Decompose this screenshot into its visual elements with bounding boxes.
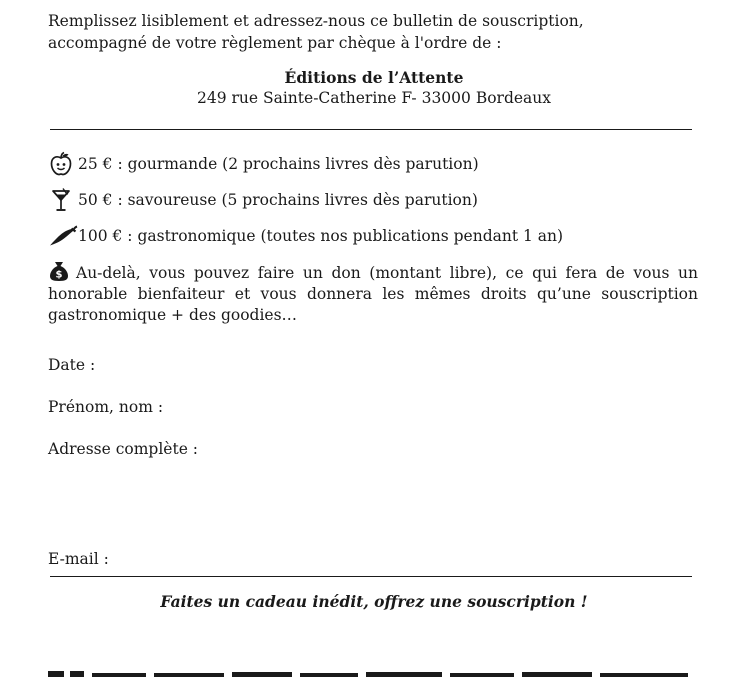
tier-gastronomique — [48, 218, 700, 254]
publisher-address: 249 rue Sainte-Catherine F- 33000 Bordeaux — [196, 89, 552, 107]
publisher-name: Éditions de l’Attente — [284, 68, 464, 87]
donation-text: Au-delà, vous pouvez faire un don (montant libre), ce qui fera de vous un honorable bienfaiteur et vous donnera les mêmes droits qu’une souscription gastronomique + des goodies… — [48, 264, 698, 324]
intro-text — [48, 10, 700, 54]
apple-icon — [48, 150, 78, 178]
intro-line-1: Remplissez lisiblement et adressez-nous ce bulletin de souscription, — [48, 12, 584, 30]
tier-savoureuse — [48, 182, 700, 218]
donation-paragraph — [48, 260, 700, 326]
email-field[interactable] — [48, 548, 700, 576]
money-bag-icon — [48, 260, 70, 282]
subscription-form — [48, 10, 700, 675]
name-label: Prénom, nom : — [48, 398, 164, 416]
tier-savoureuse-label: 50 € : savoureuse (5 prochains livres dès parution) — [78, 190, 478, 209]
tier-gourmande — [48, 146, 700, 182]
tier-gastronomique-label: 100 € : gastronomique (toutes nos publications pendant 1 an) — [78, 226, 564, 245]
address-field[interactable] — [48, 438, 700, 548]
address-label: Adresse complète : — [48, 440, 199, 458]
cocktail-glass-icon — [48, 186, 78, 214]
subscription-tiers — [48, 146, 700, 254]
tier-gourmande-label: 25 € : gourmande (2 prochains livres dès parution) — [78, 154, 479, 173]
publisher-block — [48, 67, 700, 109]
chili-pepper-icon — [48, 222, 78, 250]
name-field[interactable] — [48, 396, 700, 438]
form-fields — [48, 354, 700, 576]
divider-bottom — [50, 576, 692, 577]
intro-line-2: accompagné de votre règlement par chèque à l'ordre de : — [48, 34, 502, 52]
gift-slogan: Faites un cadeau inédit, offrez une souscription ! — [160, 592, 588, 611]
svg-text:$: $ — [55, 269, 63, 281]
date-label: Date : — [48, 356, 96, 374]
cut-off-text-line — [48, 667, 700, 677]
divider-top — [50, 129, 692, 130]
email-label: E-mail : — [48, 550, 109, 568]
date-field[interactable] — [48, 354, 700, 396]
